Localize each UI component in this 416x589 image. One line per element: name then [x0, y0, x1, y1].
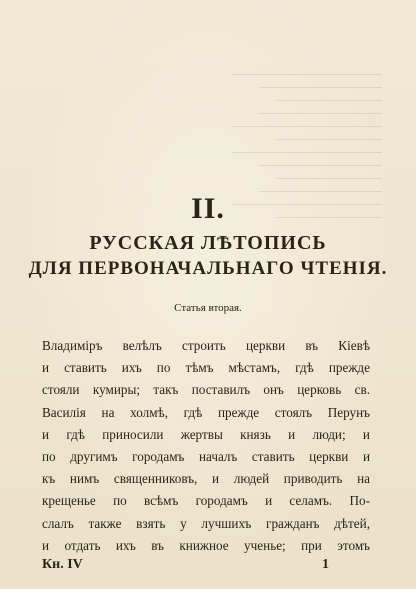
- title-line-2: ДЛЯ ПЕРВОНАЧАЛЬНАГО ЧТЕНІЯ.: [28, 258, 388, 279]
- body-line: къ нимъ священниковъ, и людей приводить на: [42, 471, 370, 487]
- body-paragraph: [42, 335, 370, 557]
- body-line: и ставить ихъ по тѣмъ мѣстамъ, гдѣ прежде: [42, 360, 370, 376]
- page-number: 1: [322, 557, 329, 572]
- body-line: слалъ также взять у лучшихъ гражданъ дѣтей,: [42, 515, 370, 531]
- body-line: по другимъ городамъ началъ ставить церкви и: [42, 449, 370, 465]
- body-line: стояли кумиры; такъ поставилъ онъ церковь св.: [42, 382, 370, 398]
- signature-mark: Кн. IV: [42, 557, 83, 572]
- body-line: и гдѣ приносили жертвы князь и люди; и: [42, 426, 370, 442]
- body-line: и отдать ихъ въ книжное ученье; при этомъ: [42, 537, 370, 553]
- body-line: Владиміръ велѣлъ строить церкви въ Кіевѣ: [42, 338, 370, 353]
- body-line: Василія на холмѣ, гдѣ прежде стоялъ Перунъ: [42, 404, 370, 420]
- article-subtitle: Статья вторая.: [174, 302, 242, 314]
- title-line-1: РУССКАЯ ЛѢТОПИСЬ: [89, 232, 327, 254]
- section-numeral: II.: [191, 192, 225, 225]
- body-line: крещенье по всѣмъ городамъ и селамъ. По-: [42, 493, 370, 509]
